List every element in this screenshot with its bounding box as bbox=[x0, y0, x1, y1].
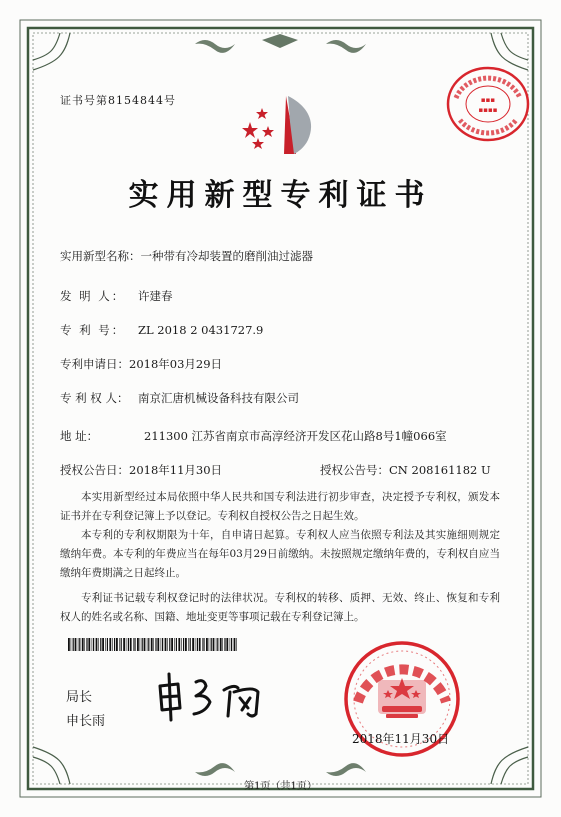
body-paragraph-2: 本专利的专利权期限为十年，自申请日起算。专利权人应当依照专利法及其实施细则规定缴纳年费。本专利的年费应当在每年03月29日前缴纳。未按照规定缴纳年费的，专利权自应当缴纳年费期满之日起终止。 bbox=[60, 529, 500, 579]
utility-model-name-label: 实用新型名称： bbox=[60, 249, 141, 263]
body-paragraph-1: 本实用新型经过本局依照中华人民共和国专利法进行初步审查，决定授予专利权，颁发本证书并在专利登记簿上予以登记。专利权自授权公告之日起生效。 bbox=[60, 491, 500, 522]
inventor-label: 发 明 人： bbox=[60, 289, 126, 303]
inventor-value: 许建春 bbox=[138, 289, 173, 303]
certificate-body bbox=[60, 488, 500, 627]
patentee-label: 专 利 权 人： bbox=[60, 391, 129, 405]
grant-date-label: 授权公告日： bbox=[60, 463, 129, 477]
director-name: 申长雨 bbox=[66, 714, 106, 729]
inventor-row bbox=[60, 288, 173, 304]
agency-seal-icon bbox=[444, 64, 532, 144]
patentee-value: 南京汇唐机械设备科技有限公司 bbox=[138, 391, 299, 405]
barcode-icon bbox=[68, 638, 238, 651]
patent-number-value: ZL 2018 2 0431727.9 bbox=[138, 323, 264, 337]
address-row bbox=[60, 428, 447, 444]
svg-text:▪▪▪▪: ▪▪▪▪ bbox=[478, 106, 498, 114]
certificate-serial: 证书号第8154844号 bbox=[60, 94, 176, 107]
patent-number-row bbox=[60, 322, 263, 338]
utility-model-name-row bbox=[60, 248, 313, 264]
grant-number-row bbox=[320, 462, 491, 478]
svg-text:▪▪▪: ▪▪▪ bbox=[480, 96, 496, 104]
certificate-title: 实用新型专利证书 bbox=[128, 178, 433, 213]
filing-date-label: 专利申请日： bbox=[60, 357, 129, 371]
body-paragraph-3: 专利证书记载专利权登记时的法律状况。专利权的转移、质押、无效、终止、恢复和专利权人的姓名或名称、国籍、地址变更等事项记载在专利登记簿上。 bbox=[60, 592, 500, 623]
seal-date: 2018年11月30日 bbox=[352, 732, 450, 746]
grant-number-label: 授权公告号： bbox=[320, 463, 389, 477]
filing-date-value: 2018年03月29日 bbox=[129, 357, 223, 371]
address-label: 地 址： bbox=[60, 429, 99, 443]
grant-date-value: 2018年11月30日 bbox=[129, 463, 223, 477]
grant-number-value: CN 208161182 U bbox=[389, 463, 491, 477]
filing-date-row bbox=[60, 356, 222, 372]
patent-number-label: 专 利 号： bbox=[60, 323, 126, 337]
patent-office-logo-icon bbox=[238, 92, 322, 160]
patentee-row bbox=[60, 390, 299, 406]
grant-date-row bbox=[60, 462, 222, 478]
director-signature-icon bbox=[152, 668, 282, 724]
page-footer: 第1页（共1页） bbox=[244, 781, 317, 792]
utility-model-name-value: 一种带有冷却装置的磨削油过滤器 bbox=[140, 249, 313, 263]
director-title: 局长 bbox=[66, 690, 93, 705]
address-value: 211300 江苏省南京市高淳经济开发区花山路8号1幢066室 bbox=[144, 429, 447, 443]
